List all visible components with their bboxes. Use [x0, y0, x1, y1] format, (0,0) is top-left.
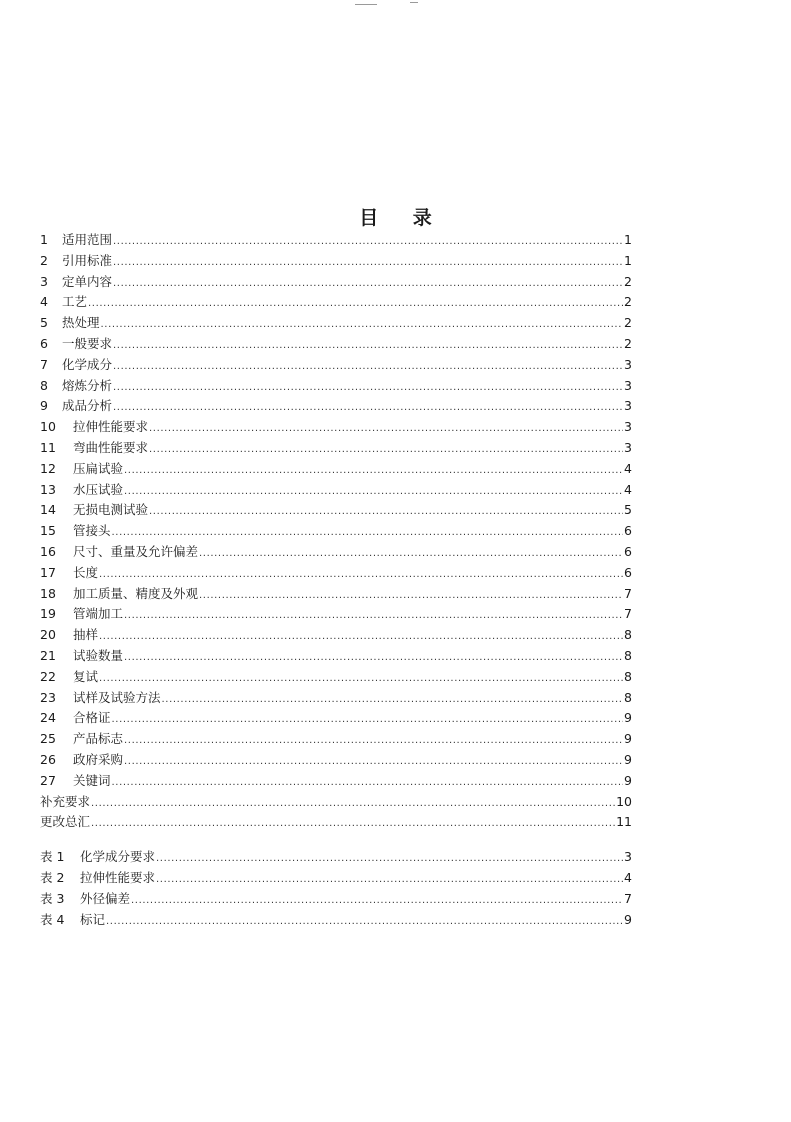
toc-entry[interactable]: [40, 625, 632, 646]
toc-entry-table[interactable]: [40, 847, 632, 868]
entry-number: 27: [40, 772, 56, 788]
dot-leader: [199, 544, 623, 565]
entry-number: 21: [40, 647, 56, 663]
entry-page: 7: [624, 890, 632, 906]
entry-page: 6: [624, 523, 632, 539]
entry-page: 3: [624, 849, 632, 865]
appendix-list: [40, 792, 632, 834]
dot-leader: [112, 710, 624, 731]
toc-entry[interactable]: [40, 417, 632, 438]
entry-page: 9: [624, 751, 632, 767]
entry-number: 2: [40, 252, 48, 268]
entry-label: 政府采购: [73, 751, 124, 767]
entry-label: 管接头: [73, 523, 111, 539]
toc-entry-table[interactable]: [40, 910, 632, 931]
entry-page: 3: [624, 356, 632, 372]
dot-leader: [124, 606, 623, 627]
entry-number: 5: [40, 315, 48, 331]
dot-leader: [113, 274, 623, 295]
entry-label: 无损电测试验: [73, 502, 149, 518]
entry-number: 20: [40, 627, 56, 643]
entry-label: 外径偏差: [80, 890, 131, 906]
toc-entry[interactable]: [40, 750, 632, 771]
dot-leader: [101, 315, 624, 336]
entry-label: 长度: [73, 564, 99, 580]
dot-leader: [113, 232, 623, 253]
entry-label: 定单内容: [62, 273, 113, 289]
entry-number: 9: [40, 398, 48, 414]
entry-page: 3: [624, 419, 632, 435]
entry-label: 补充要求: [40, 793, 91, 809]
entry-label: 拉伸性能要求: [80, 869, 156, 885]
toc-entry[interactable]: [40, 667, 632, 688]
dot-leader: [88, 294, 623, 315]
dot-leader: [91, 794, 615, 815]
toc-entry-appendix[interactable]: [40, 792, 632, 813]
entry-number: 14: [40, 502, 56, 518]
entry-page: 1: [624, 252, 632, 268]
entry-number: 13: [40, 481, 56, 497]
entry-page: 3: [624, 377, 632, 393]
toc-entry[interactable]: [40, 396, 632, 417]
toc-title: 目 录: [359, 207, 446, 229]
entry-label: 一般要求: [62, 335, 113, 351]
entry-number: 18: [40, 585, 56, 601]
entry-page: 3: [624, 398, 632, 414]
dot-leader: [99, 669, 623, 690]
entry-label: 工艺: [62, 294, 88, 310]
entry-page: 6: [624, 543, 632, 559]
entry-number: 8: [40, 377, 48, 393]
entry-page: 4: [624, 869, 632, 885]
entry-number: 4: [40, 294, 48, 310]
dot-leader: [124, 648, 623, 669]
entry-page: 2: [624, 294, 632, 310]
entry-label: 化学成分: [62, 356, 113, 372]
table-of-contents: [40, 230, 632, 930]
entry-page: 2: [624, 335, 632, 351]
entry-number: 10: [40, 419, 56, 435]
dot-leader: [131, 891, 623, 912]
toc-entry[interactable]: [40, 355, 632, 376]
entry-number: 11: [40, 439, 56, 455]
entry-number: 24: [40, 710, 56, 726]
toc-entry-table[interactable]: [40, 889, 632, 910]
section-list: [40, 230, 632, 792]
dot-leader: [149, 419, 623, 440]
dot-leader: [91, 814, 615, 835]
entry-number: 7: [40, 356, 48, 372]
dot-leader: [113, 398, 623, 419]
entry-number: 3: [40, 273, 48, 289]
toc-entry[interactable]: [40, 500, 632, 521]
toc-entry-table[interactable]: [40, 868, 632, 889]
table-list: [40, 847, 632, 930]
entry-page: 8: [624, 689, 632, 705]
dot-leader: [112, 773, 624, 794]
dot-leader: [113, 253, 623, 274]
entry-page: 8: [624, 647, 632, 663]
entry-label: 产品标志: [73, 731, 124, 747]
toc-entry[interactable]: [40, 584, 632, 605]
entry-page: 4: [624, 460, 632, 476]
dot-leader: [162, 690, 624, 711]
table-number: 表 2: [40, 869, 65, 885]
entry-label: 成品分析: [62, 398, 113, 414]
entry-label: 引用标准: [62, 252, 113, 268]
table-number: 表 3: [40, 890, 65, 906]
entry-number: 25: [40, 731, 56, 747]
toc-entry[interactable]: [40, 688, 632, 709]
entry-page: 8: [624, 627, 632, 643]
scan-artifact: [355, 4, 377, 5]
toc-entry[interactable]: [40, 646, 632, 667]
toc-entry[interactable]: [40, 230, 632, 251]
entry-number: 19: [40, 606, 56, 622]
entry-page: 7: [624, 585, 632, 601]
entry-label: 更改总汇: [40, 814, 91, 830]
toc-entry-appendix[interactable]: [40, 812, 632, 833]
entry-label: 热处理: [62, 315, 100, 331]
scan-artifact: [410, 2, 418, 3]
dot-leader: [99, 627, 623, 648]
entry-label: 化学成分要求: [80, 849, 156, 865]
entry-label: 弯曲性能要求: [73, 439, 149, 455]
toc-entry[interactable]: [40, 313, 632, 334]
dot-leader: [149, 502, 623, 523]
table-number: 表 1: [40, 849, 65, 865]
entry-number: 1: [40, 232, 48, 247]
toc-entry[interactable]: [40, 708, 632, 729]
entry-label: 合格证: [73, 710, 111, 726]
dot-leader: [199, 586, 623, 607]
dot-leader: [124, 731, 623, 752]
entry-page: 2: [624, 273, 632, 289]
entry-label: 复试: [73, 668, 99, 684]
toc-entry[interactable]: [40, 729, 632, 750]
entry-label: 拉伸性能要求: [73, 419, 149, 435]
entry-page: 9: [624, 731, 632, 747]
entry-page: 2: [624, 315, 632, 331]
entry-page: 5: [624, 502, 632, 518]
entry-page: 1: [624, 232, 632, 247]
entry-number: 12: [40, 460, 56, 476]
dot-leader: [99, 565, 623, 586]
entry-number: 15: [40, 523, 56, 539]
entry-label: 抽样: [73, 627, 99, 643]
spacer: [40, 833, 632, 847]
entry-number: 26: [40, 751, 56, 767]
toc-entry[interactable]: [40, 251, 632, 272]
entry-label: 试样及试验方法: [73, 689, 161, 705]
dot-leader: [124, 752, 623, 773]
toc-entry[interactable]: [40, 563, 632, 584]
dot-leader: [113, 336, 623, 357]
entry-page: 7: [624, 606, 632, 622]
dot-leader: [124, 461, 623, 482]
toc-entry[interactable]: [40, 376, 632, 397]
toc-entry[interactable]: [40, 542, 632, 563]
entry-page: 9: [624, 710, 632, 726]
dot-leader: [149, 440, 623, 461]
toc-entry[interactable]: [40, 480, 632, 501]
entry-label: 标记: [80, 911, 106, 927]
table-number: 表 4: [40, 911, 65, 927]
toc-entry[interactable]: [40, 604, 632, 625]
entry-number: 22: [40, 668, 56, 684]
entry-page: 8: [624, 668, 632, 684]
entry-number: 6: [40, 335, 48, 351]
toc-entry[interactable]: [40, 292, 632, 313]
toc-entry[interactable]: [40, 438, 632, 459]
dot-leader: [124, 482, 623, 503]
entry-page: 9: [624, 911, 632, 927]
entry-page: 6: [624, 564, 632, 580]
entry-number: 17: [40, 564, 56, 580]
entry-page: 11: [616, 814, 632, 830]
entry-label: 试验数量: [73, 647, 124, 663]
entry-label: 水压试验: [73, 481, 124, 497]
toc-entry[interactable]: [40, 334, 632, 355]
dot-leader: [156, 849, 623, 870]
entry-label: 熔炼分析: [62, 377, 113, 393]
toc-entry[interactable]: [40, 771, 632, 792]
toc-entry[interactable]: [40, 521, 632, 542]
entry-page: 3: [624, 439, 632, 455]
entry-number: 23: [40, 689, 56, 705]
dot-leader: [112, 523, 624, 544]
toc-entry[interactable]: [40, 459, 632, 480]
entry-label: 管端加工: [73, 606, 124, 622]
toc-entry[interactable]: [40, 272, 632, 293]
entry-label: 关键词: [73, 772, 111, 788]
entry-label: 适用范围: [62, 232, 113, 247]
entry-number: 16: [40, 543, 56, 559]
dot-leader: [113, 357, 623, 378]
dot-leader: [106, 912, 623, 933]
entry-page: 4: [624, 481, 632, 497]
dot-leader: [156, 870, 623, 891]
entry-label: 加工质量、精度及外观: [73, 585, 199, 601]
dot-leader: [113, 378, 623, 399]
entry-page: 9: [624, 772, 632, 788]
entry-label: 压扁试验: [73, 460, 124, 476]
entry-label: 尺寸、重量及允许偏差: [73, 543, 199, 559]
entry-page: 10: [616, 793, 632, 809]
